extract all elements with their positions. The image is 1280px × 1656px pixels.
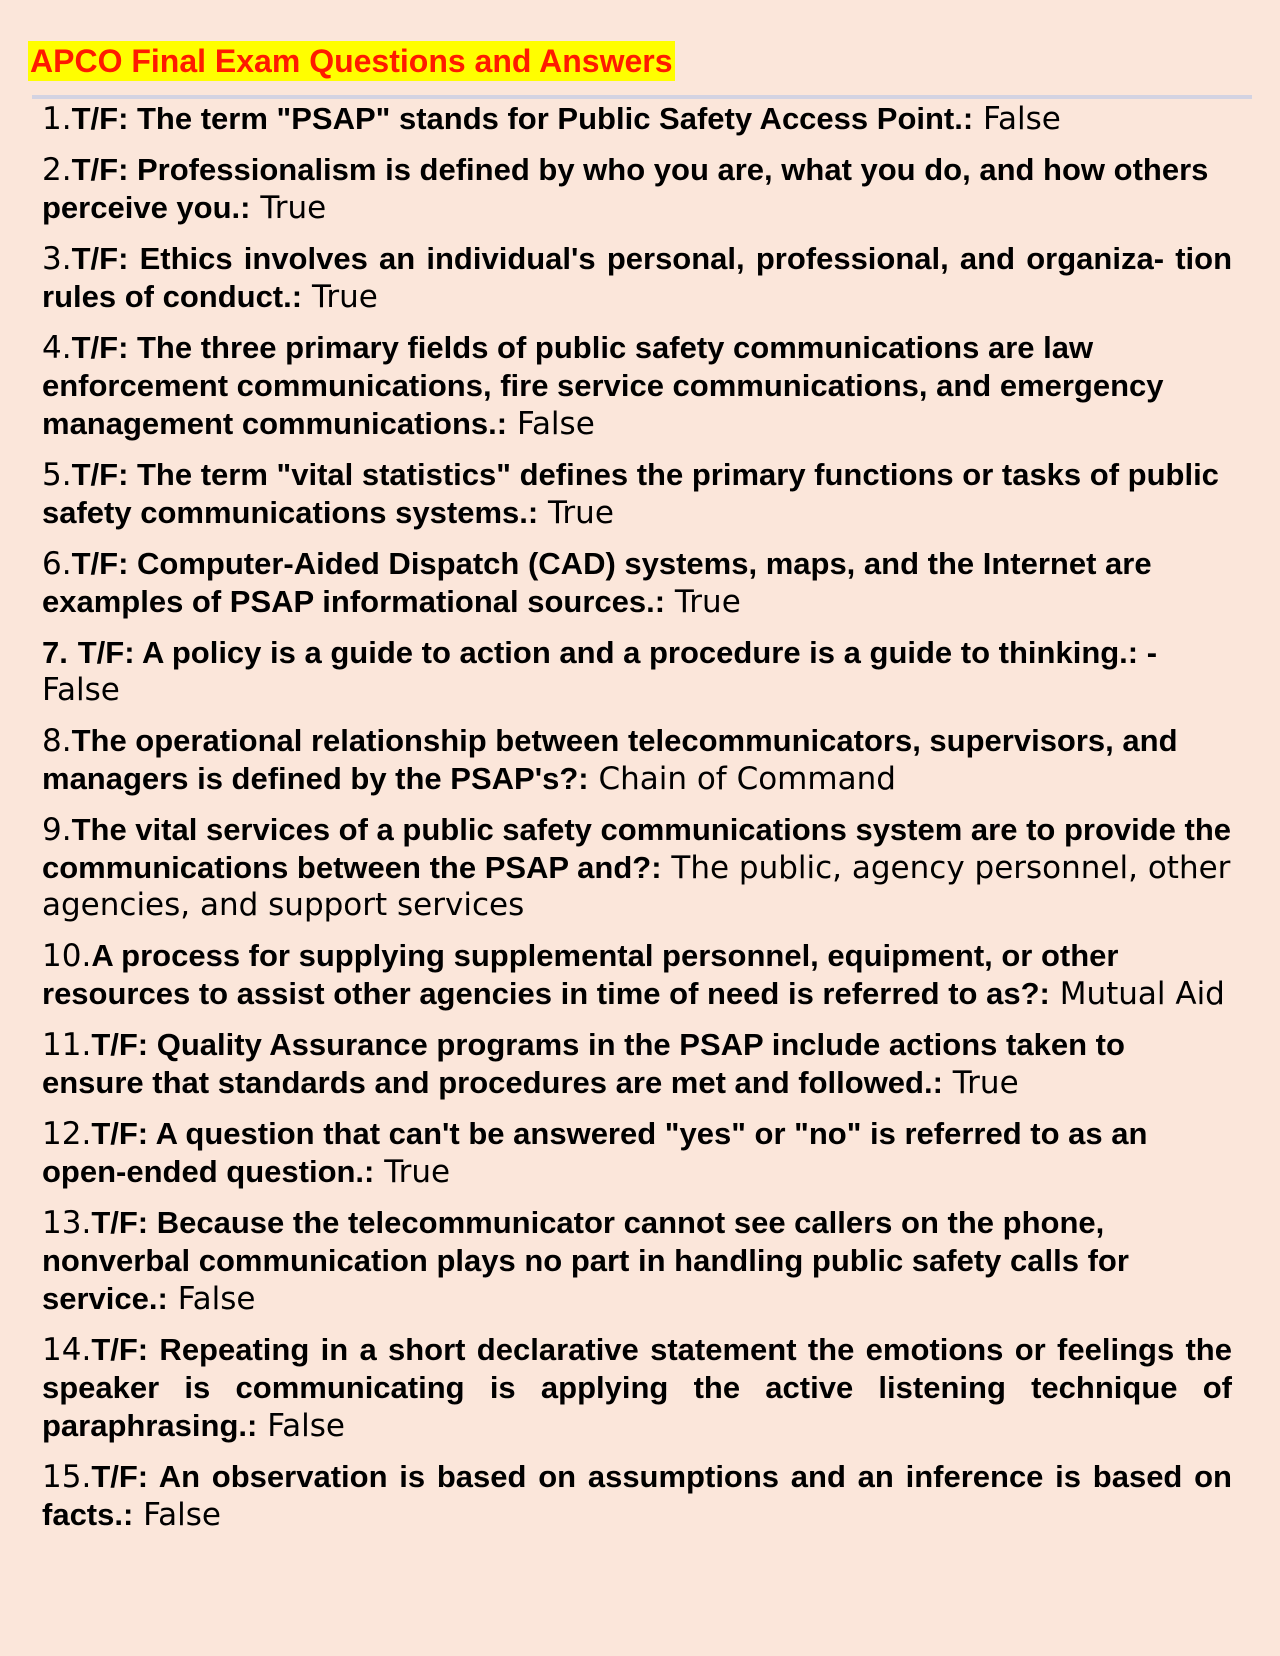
question-number: 10. — [42, 938, 92, 974]
qa-item-11 — [42, 1026, 1232, 1102]
question-text: T/F: A policy is a guide to action and a procedure is a guide to thinking.: - — [77, 635, 1158, 670]
question-text: A process for supplying supplemental personnel, equipment, or other resources to assist other agencies in time of need is referred to as?: — [42, 938, 1119, 1011]
answer-text: The public, agency personnel, other agencies, and support services — [42, 850, 1231, 923]
question-text: T/F: A question that can't be answered "yes" or "no" is referred to as an open-ended question.: — [42, 1116, 1148, 1189]
question-number: 5. — [42, 457, 72, 493]
qa-item-9 — [42, 811, 1232, 924]
answer-text: True — [384, 1154, 451, 1190]
question-number: 7. — [42, 635, 68, 670]
question-text: T/F: Ethics involves an individual's personal, professional, and organiza- tion rules of conduct.: — [42, 241, 1232, 314]
question-number: 3. — [42, 241, 72, 277]
answer-text: True — [548, 495, 614, 531]
question-text: T/F: Professionalism is defined by who you are, what you do, and how others perceive you.: — [42, 152, 1209, 225]
question-number: 13. — [42, 1205, 92, 1241]
question-list — [42, 100, 1232, 1547]
qa-item-10 — [42, 937, 1232, 1013]
answer-text: False — [177, 1281, 256, 1317]
question-number: 8. — [42, 723, 72, 759]
answer-text: Chain of Command — [598, 761, 896, 797]
answer-text: False — [143, 1497, 221, 1533]
question-text: T/F: Computer-Aided Dispatch (CAD) systems, maps, and the Internet are examples of PSAP informational sources.: — [42, 546, 1152, 619]
qa-item-8 — [42, 722, 1232, 798]
question-number: 11. — [42, 1027, 92, 1063]
question-number: 2. — [42, 152, 72, 188]
qa-item-4 — [42, 329, 1232, 443]
question-text: T/F: The three primary fields of public safety communications are law enforcement communications, fire service communications, and emergency management communications.: — [42, 330, 1164, 441]
qa-item-2 — [42, 151, 1232, 227]
page-title: APCO Final Exam Questions and Answers — [30, 43, 673, 79]
qa-item-6 — [42, 545, 1232, 621]
answer-text: True — [674, 584, 741, 620]
question-text: T/F: An observation is based on assumptions and an inference is based on facts.: — [42, 1459, 1232, 1532]
qa-item-12 — [42, 1115, 1232, 1191]
question-number: 14. — [42, 1332, 92, 1368]
question-text: The operational relationship between telecommunicators, supervisors, and managers is defined by the PSAP's?: — [42, 723, 1178, 796]
question-text: T/F: Quality Assurance programs in the PSAP include actions taken to ensure that standards and procedures are met and followed.: — [42, 1027, 1125, 1100]
qa-item-7 — [42, 634, 1232, 709]
question-number: 15. — [42, 1459, 92, 1495]
qa-item-13 — [42, 1204, 1232, 1318]
question-number: 1. — [42, 101, 72, 137]
qa-item-3 — [42, 240, 1232, 316]
qa-item-14 — [42, 1331, 1232, 1445]
answer-text: False — [42, 672, 120, 708]
question-number: 9. — [42, 812, 72, 848]
answer-text: True — [260, 190, 327, 226]
question-text: T/F: Repeating in a short declarative statement the emotions or feelings the speaker is communicating is applying the active listening technique of paraphrasing.: — [42, 1332, 1232, 1443]
qa-item-5 — [42, 456, 1232, 532]
answer-text: False — [267, 1408, 346, 1444]
question-number: 4. — [42, 330, 72, 366]
answer-text: Mutual Aid — [1059, 976, 1225, 1012]
question-text: The vital services of a public safety communications system are to provide the communications between the PSAP and?: — [42, 812, 1232, 885]
qa-item-1 — [42, 100, 1232, 138]
title-divider — [32, 95, 1252, 99]
question-text: T/F: The term "PSAP" stands for Public Safety Access Point.: — [71, 101, 974, 136]
answer-text: True — [311, 279, 378, 315]
qa-item-15 — [42, 1458, 1232, 1534]
question-text: T/F: The term "vital statistics" defines the primary functions or tasks of public safety communications systems.: — [42, 457, 1219, 530]
answer-text: True — [952, 1065, 1019, 1101]
question-number: 6. — [42, 546, 72, 582]
answer-text: False — [983, 101, 1061, 137]
answer-text: False — [516, 406, 595, 442]
question-number: 12. — [42, 1116, 92, 1152]
question-text: T/F: Because the telecommunicator cannot see callers on the phone, nonverbal communication plays no part in handling public safety calls for service.: — [42, 1205, 1129, 1316]
